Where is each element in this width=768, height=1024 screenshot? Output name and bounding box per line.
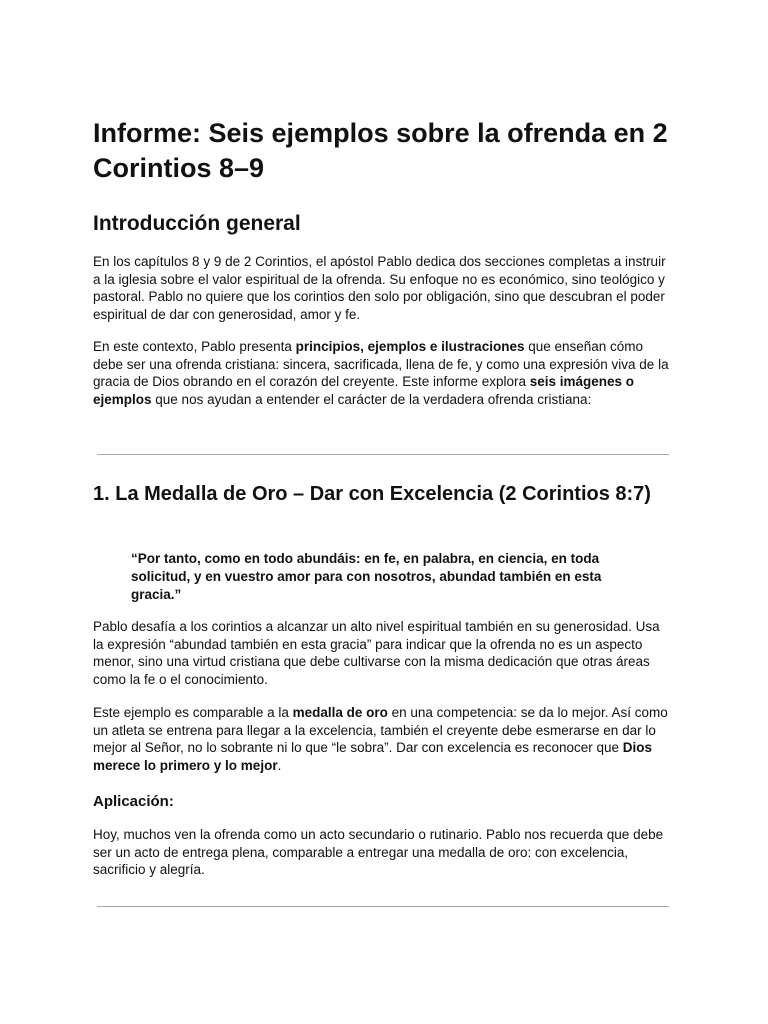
intro-p2-text-2: que enseñan cómo debe ser una ofrenda cristiana: sincera, sacrificada, llena de fe, y como una expresión viva de la gracia de Dios obrando en el corazón del creyente. Este informe explora [93, 339, 669, 390]
intro-p2-text-1: En este contexto, Pablo presenta [93, 339, 296, 354]
application-heading: Aplicación: [93, 793, 174, 810]
intro-heading: Introducción general [93, 212, 301, 235]
s1-p2-text-1: Este ejemplo es comparable a la [93, 705, 293, 720]
section-1-paragraph-2 [93, 704, 673, 774]
section-1-paragraph-1: Pablo desafía a los corintios a alcanzar un alto nivel espiritual también en su generosidad. Usa la expresión “abundad también en esta gracia” para indicar que la ofrenda no es un aspecto menor, sino una virtud cristiana que debe cultivarse con la misma dedicación que otras áreas como la fe o el conocimiento. [93, 619, 660, 687]
intro-p2-bold-2: seis imágenes o ejemplos [93, 374, 635, 407]
s1-p2-bold-1: medalla de oro [292, 705, 388, 720]
s1-p2-text-2: en una competencia: se da lo mejor. Así como un atleta se entrena para llegar a la excelencia, también el creyente debe esmerarse en dar lo mejor al Señor, no lo sobrante ni lo que “le sobra”. Dar con excelencia es reconocer que [93, 705, 668, 756]
s1-p2-text-3: . [277, 757, 282, 773]
s1-p2-bold-2: Dios merece lo primero y lo mejor [93, 740, 653, 773]
horizontal-divider [97, 454, 669, 455]
horizontal-divider [97, 906, 669, 907]
scripture-quote: “Por tanto, como en todo abundáis: en fe, en palabra, en ciencia, en toda solicitud, y en vuestro amor para con nosotros, abundad también en esta gracia.” [131, 551, 602, 602]
intro-paragraph-1: En los capítulos 8 y 9 de 2 Corintios, el apóstol Pablo dedica dos secciones completas a instruir a la iglesia sobre el valor espiritual de la ofrenda. Su enfoque no es económico, sino teológico y pastoral. Pablo no quiere que los corintios den solo por obligación, sino que descubran el poder espiritual de dar con generosidad, amor y fe. [93, 254, 666, 322]
document-title: Informe: Seis ejemplos sobre la ofrenda en 2 Corintios 8–9 [93, 118, 668, 183]
application-paragraph: Hoy, muchos ven la ofrenda como un acto secundario o rutinario. Pablo nos recuerda que debe ser un acto de entrega plena, comparable a entregar una medalla de oro: con excelencia, sacrificio y alegría. [93, 827, 664, 878]
intro-p2-bold-1: principios, ejemplos e ilustraciones [295, 339, 525, 354]
section-1-heading: 1. La Medalla de Oro – Dar con Excelencia (2 Corintios 8:7) [93, 483, 651, 505]
intro-p2-text-3: que nos ayudan a entender el carácter de la verdadera ofrenda cristiana: [151, 391, 592, 407]
intro-paragraph-2 [93, 338, 673, 408]
